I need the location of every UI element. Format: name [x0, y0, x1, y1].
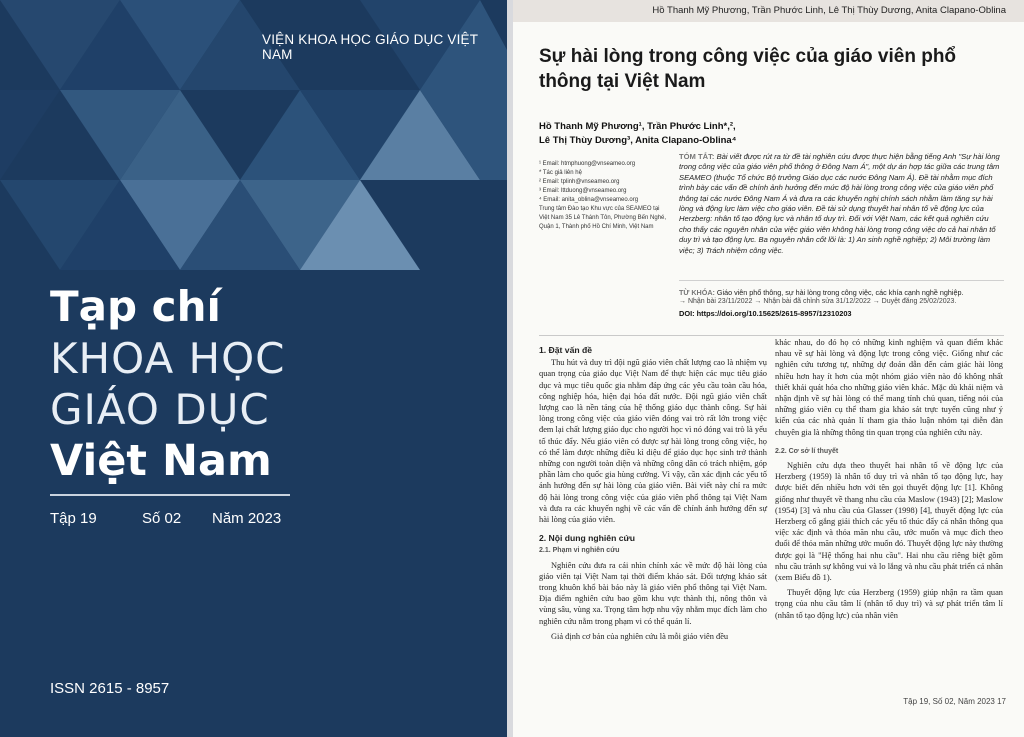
- issn-label: ISSN 2615 - 8957: [50, 680, 170, 697]
- body-divider: [539, 335, 1004, 336]
- cover-title-line2: KHOA HỌC: [50, 334, 286, 383]
- cover-title-line4: Việt Nam: [50, 436, 272, 486]
- authors-line1: Hồ Thanh Mỹ Phương¹, Trần Phước Linh*,²,: [539, 121, 736, 132]
- article-authors: [539, 120, 759, 148]
- article-dates: → Nhận bài 23/11/2022 → Nhận bài đã chỉnh sửa 31/12/2022 → Duyệt đăng 25/02/2023.: [679, 298, 957, 305]
- cover-title-line1: Tạp chí: [50, 282, 221, 331]
- issue-label: Số 02: [142, 510, 182, 527]
- right-column: [775, 337, 1003, 621]
- abstract-label: TÓM TẮT:: [679, 152, 715, 161]
- author-note: ² Email: tplinh@vnseameo.org: [539, 179, 620, 185]
- keywords-label: TỪ KHÓA:: [679, 288, 715, 297]
- paragraph: Nghiên cứu đưa ra cái nhìn chính xác về mức độ hài lòng của giáo viên tại Việt Nam tại thời điểm khảo sát. Đối tượng khảo sát trong khuôn khổ bài báo này là giáo viên phổ thông tại Việt Nam. Địa điểm nghiên cứu bao gồm khu vực thành thị, nông thôn và vùng sâu, vùng xa. Trọng tâm hợp nhu vậy nhằm mục đích làm cho nghiên cứu nằm trong phạm vi có thể quản lí.: [539, 560, 767, 626]
- subsection-heading: 2.2. Cơ sở lí thuyết: [775, 447, 839, 455]
- paragraph: Nghiên cứu dựa theo thuyết hai nhân tố về động lực của Herzberg (1959) là nhân tố duy trì và nhân tố tạo động lực, hay được biết đến nhiều hơn với tên gọi thuyết động lực [1]. Không giống như thuyết về thang nhu cầu của Maslow (1943) [2]; Maslow (1954) [3] và nhu cầu của Glasser (1998) [4], thuyết động lực của Herzberg cố gắng giải thích các yếu tố thúc đẩy cá nhân thông qua việc xác định và thỏa mãn nhu cầu, ước muốn và mục đích theo đuổi để thỏa mãn những ước muốn đó. Thuyết động lực này thường được gọi là "Hệ thống hai nhu cầu". Hai nhu cầu riêng biệt gồm nhu cầu tránh sự không vui và lo lắng và nhu cầu phát triển cá nhân (xem Biểu đồ 1).: [775, 461, 1003, 583]
- institute-name: VIỆN KHOA HỌC GIÁO DỤC VIỆT NAM: [262, 32, 478, 62]
- author-note: ³ Email: lttduong@vnseameo.org: [539, 188, 627, 194]
- author-note: ⁴ Email: anita_oblina@vnseameo.org: [539, 197, 639, 203]
- affiliation-note: Trung tâm Đào tạo Khu vực của SEAMEO tại Việt Nam 35 Lê Thánh Tôn, Phường Bến Nghé, Quận 1, Thành phố Hồ Chí Minh, Việt Nam: [539, 206, 667, 230]
- author-note: ¹ Email: htmphuong@vnseameo.org: [539, 161, 636, 167]
- keywords-text: Giáo viên phổ thông, sự hài lòng trong công việc, các khía cạnh nghề nghiệp.: [716, 288, 964, 297]
- keywords: [679, 288, 1001, 298]
- section-heading: 1. Đặt vấn đề: [539, 345, 593, 355]
- page-footer: Tập 19, Số 02, Năm 2023 17: [903, 697, 1006, 706]
- paragraph: Thu hút và duy trì đội ngũ giáo viên chất lượng cao là nhiệm vụ quan trọng của giáo dục Việt Nam để thực hiện các mục tiêu giáo dục và mục tiêu quốc gia nhằm đáp ứng các yêu cầu toàn cầu hóa, công nghiệp hóa, hiện đại hóa đất nước. Đội ngũ giáo viên chất lượng cao là nền tảng của hệ thống giáo dục thành công. Sự hài lòng trong công việc của giáo viên đóng vai trò rất lớn trong việc đem lại chất lượng giáo dục cho người học vì nó đóng vai trò là yếu tố thúc đẩy. Nếu giáo viên có được sự hài lòng trong công việc, họ có thể làm được những điều kì diệu để giáo dục học sinh trở thành những con người toàn diện và những công dân có trách nhiệm, góp phần làm cho quốc gia hùng cường. Vì vậy, cần xác định các yếu tố ảnh hưởng đến sự hài lòng của giáo viên. Bài viết này chỉ ra mức độ hài lòng trong công việc của giáo viên phổ thông tại Việt Nam và đưa ra các khuyến nghị về các vấn đề chính ảnh hưởng đến sự hài lòng của giáo viên.: [539, 358, 767, 525]
- running-header: [513, 0, 1024, 22]
- author-notes: [539, 160, 669, 232]
- doi-link[interactable]: DOI: https://doi.org/10.15625/2615-8957/12310203: [679, 309, 852, 318]
- year-label: Năm 2023: [212, 510, 282, 527]
- paragraph: khác nhau, do đó họ có những kinh nghiệm và quan điểm khác nhau về sự hài lòng và động lực trong công việc. Giống như các nghiên cứu tương tự, những dự đoán dẫn đến cảm giác hài lòng nhiều hơn hay ít hơn của một nhóm giáo viên nào đó không nhất thiết khái quát hóa cho những giáo viên khác. Mặc dù khái niệm và nhận định về sự hài lòng có thể mang tính chủ quan, tiếng nói của những giáo viên cụ thể tham gia khảo sát trực tuyến cũng như ý kiến của các nhà quản lí tham gia thảo luận nhóm tại diễn đàn chuyên gia là những thông tin quan trọng của nghiên cứu này.: [775, 338, 1003, 437]
- paragraph: Thuyết động lực của Herzberg (1959) giúp nhận ra tầm quan trọng của nhu cầu tâm lí (nhân tố duy trì) và sự phát triển tâm lí (nhân tố tạo động lực) của nhân viên: [775, 588, 1003, 620]
- author-note: * Tác giả liên hệ: [539, 170, 582, 176]
- left-column: [539, 342, 767, 642]
- subsection-heading: 2.1. Phạm vi nghiên cứu: [539, 547, 620, 555]
- running-header-text: Hồ Thanh Mỹ Phương, Trần Phước Linh, Lê Thị Thùy Dương, Anita Clapano-Oblina: [652, 5, 1006, 16]
- volume-label: Tập 19: [50, 510, 97, 527]
- cover-divider: [50, 494, 290, 496]
- article-title: Sự hài lòng trong công việc của giáo viên phổ thông tại Việt Nam: [539, 46, 957, 92]
- cover-title-line3: GIÁO DỤC: [50, 385, 270, 434]
- abstract-text: Bài viết được rút ra từ đề tài nghiên cứu được thực hiện bằng tiếng Anh "Sự hài lòng trong công việc của giáo viên phổ thông ở Đông Nam Á", một dự án hợp tác giữa các trung tâm SEAMEO (thuộc Tổ chức Bộ trưởng Giáo dục các nước Đông Nam Á). Đề tài nhằm mục đích trình bày các vấn đề chính ảnh hưởng đến mức độ hài lòng trong công việc của giáo viên phổ thông tại các nước Đông Nam Á và đưa ra các khuyến nghị chính sách nhằm làm tăng sự hài lòng và động lực làm việc cho giáo viên. Đề tài sử dụng thuyết hai nhân tố về động lực của Herzberg: nhân tố tạo động lực và nhân tố duy trì. Đối với Việt Nam, các kết quả nghiên cứu cho thấy các nguyên nhân của việc giáo viên không hài lòng trong công việc do cả hai nhân tố duy trì và tạo động lực. Ba nguyên nhân cốt lõi là: 1) An sinh nghề nghiệp; 2) Môi trường làm việc; 3) Trách nhiệm công việc.: [679, 152, 1000, 255]
- section-heading: 2. Nội dung nghiên cứu: [539, 533, 635, 544]
- authors-line2: Lê Thị Thùy Dương³, Anita Clapano-Oblina⁴: [539, 135, 737, 146]
- journal-cover: [0, 0, 507, 737]
- abstract: [679, 152, 1001, 256]
- article-page: [513, 0, 1024, 737]
- abstract-divider: [679, 280, 1004, 281]
- paragraph: Giả định cơ bản của nghiên cứu là mỗi giáo viên đều: [551, 631, 729, 641]
